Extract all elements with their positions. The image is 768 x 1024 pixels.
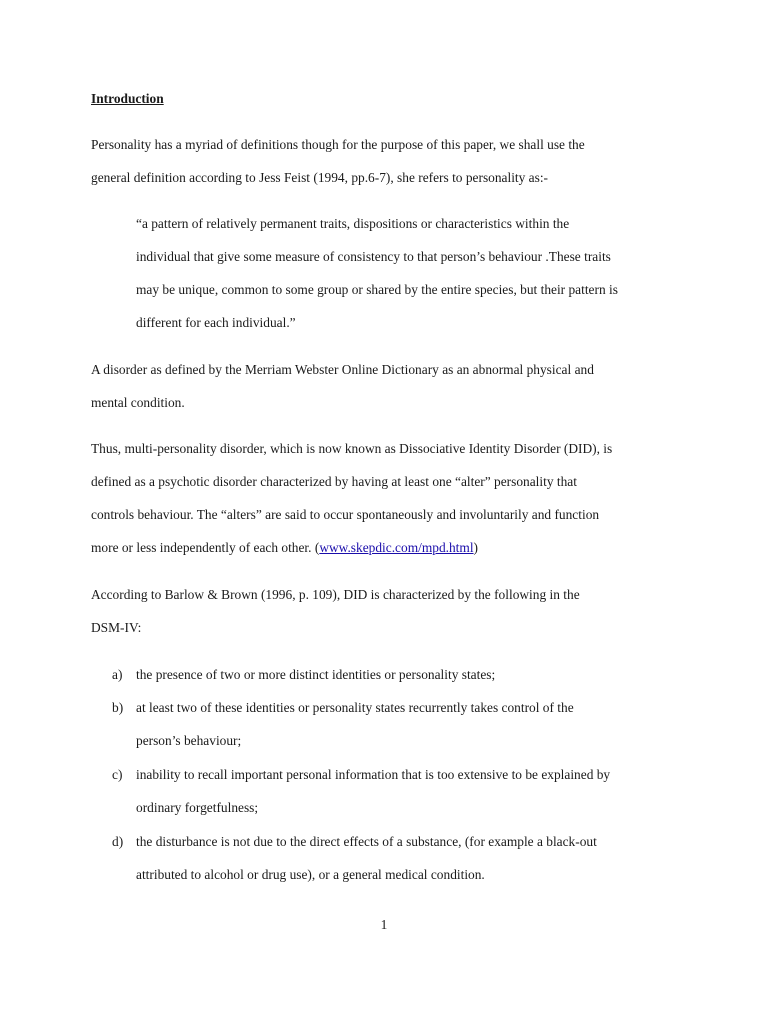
list-marker: c) — [112, 767, 123, 782]
text-line: defined as a psychotic disorder characterized by having at least one “alter” personality that — [91, 474, 577, 489]
text-line: general definition according to Jess Feist (1994, pp.6-7), she refers to personality as:- — [91, 170, 549, 185]
list-item-text — [136, 758, 696, 824]
text-line: According to Barlow & Brown (1996, p. 109), DID is characterized by the following in the — [91, 587, 580, 602]
text-fragment: ) — [473, 540, 479, 555]
text-line: ordinary forgetfulness; — [136, 800, 259, 815]
text-line: controls behaviour. The “alters” are said to occur spontaneously and involuntarily and function — [91, 507, 600, 522]
text-line: the presence of two or more distinct identities or personality states; — [136, 667, 496, 682]
paragraph-barlow — [91, 578, 691, 644]
text-line: mental condition. — [91, 395, 185, 410]
skepdic-link[interactable]: www.skepdic.com/mpd.html — [319, 540, 474, 555]
text-line: Personality has a myriad of definitions though for the purpose of this paper, we shall use the — [91, 137, 585, 152]
text-line: “a pattern of relatively permanent traits, dispositions or characteristics within the — [136, 216, 570, 231]
list-marker: d) — [112, 834, 124, 849]
page-number: 1 — [380, 917, 388, 932]
paragraph-did — [91, 432, 691, 564]
text-line — [91, 531, 691, 564]
text-line: person’s behaviour; — [136, 733, 242, 748]
paragraph-disorder — [91, 353, 691, 419]
text-line: at least two of these identities or personality states recurrently takes control of the — [136, 700, 574, 715]
list-item-text — [136, 825, 696, 891]
text-line: may be unique, common to some group or shared by the entire species, but their pattern is — [136, 282, 618, 297]
text-line: DSM-IV: — [91, 620, 142, 635]
text-line: Thus, multi-personality disorder, which is now known as Dissociative Identity Disorder (DID), is — [91, 441, 613, 456]
list-marker: b) — [112, 700, 124, 715]
list-marker: a) — [112, 667, 123, 682]
text-line: inability to recall important personal information that is too extensive to be explained by — [136, 767, 611, 782]
paragraph-personality — [91, 128, 691, 194]
text-line: attributed to alcohol or drug use), or a general medical condition. — [136, 867, 485, 882]
text-fragment: more or less independently of each other. ( — [91, 540, 320, 555]
text-line: A disorder as defined by the Merriam Webster Online Dictionary as an abnormal physical and — [91, 362, 594, 377]
text-line: different for each individual.” — [136, 315, 296, 330]
block-quote — [136, 207, 696, 339]
text-line: individual that give some measure of consistency to that person’s behaviour .These traits — [136, 249, 611, 264]
list-item-text — [136, 691, 696, 757]
list-item-text — [136, 658, 696, 691]
section-heading: Introduction — [91, 91, 164, 106]
text-line: the disturbance is not due to the direct effects of a substance, (for example a black-out — [136, 834, 597, 849]
